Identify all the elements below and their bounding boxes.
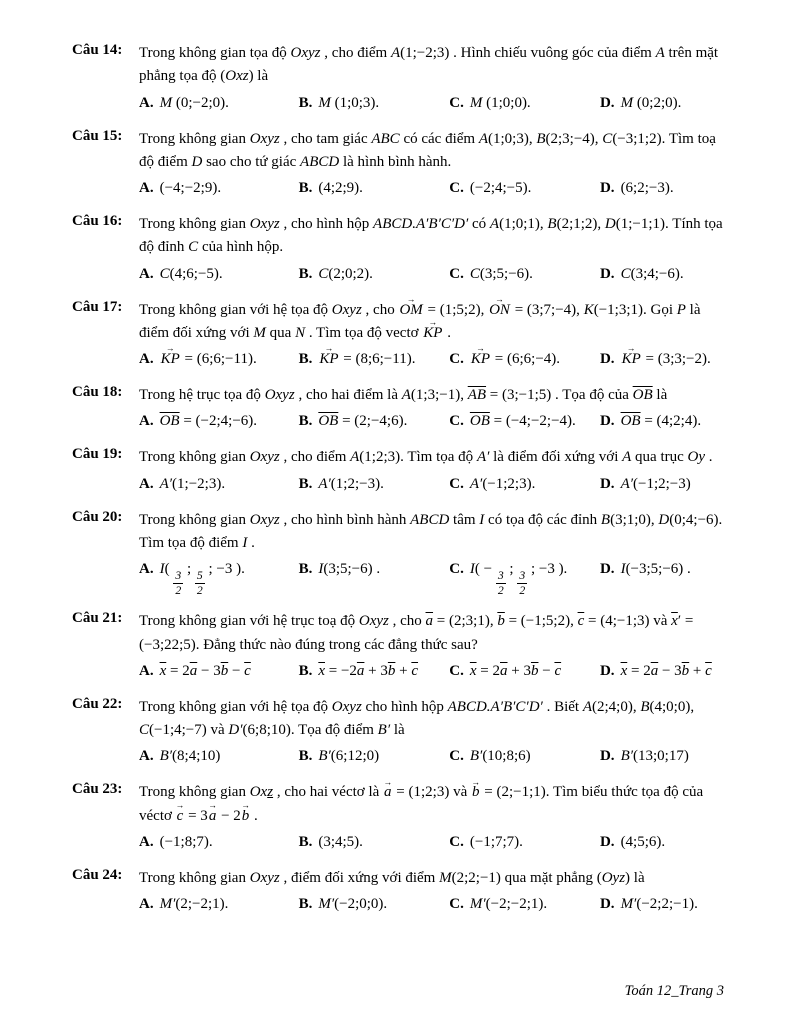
option-text: $\overline{x} = 2\overline{a} + 3\overline{b} - \overline{c}$ bbox=[469, 662, 562, 679]
option-letter: C. bbox=[449, 94, 464, 111]
option-text: (−1;8;7). bbox=[159, 833, 213, 850]
option-letter: B. bbox=[298, 180, 313, 196]
question-number: Câu 20: bbox=[72, 508, 123, 525]
answer-option bbox=[139, 830, 299, 854]
options-row bbox=[139, 892, 730, 916]
option-text: M (0;2;0). bbox=[620, 94, 682, 111]
options-row bbox=[139, 409, 730, 433]
option-text: A′(−1;2;3). bbox=[469, 475, 536, 492]
option-letter: C. bbox=[449, 475, 464, 492]
option-letter: C. bbox=[449, 413, 464, 430]
option-letter: C. bbox=[449, 662, 464, 679]
question-number: Câu 17: bbox=[72, 298, 123, 315]
answer-option bbox=[449, 347, 600, 371]
option-text: C(2;0;2). bbox=[318, 265, 373, 282]
option-text: $\overline{x} = -2\overline{a} + 3\overline{b} + \overline{c}$ bbox=[318, 662, 419, 679]
option-text: (3;4;5). bbox=[318, 833, 363, 850]
answer-option bbox=[600, 830, 730, 854]
answer-option bbox=[299, 91, 450, 115]
option-letter: A. bbox=[139, 94, 154, 111]
answer-option bbox=[299, 176, 450, 200]
answer-option bbox=[600, 557, 730, 581]
option-letter: B. bbox=[298, 833, 313, 850]
option-text: (4;5;6). bbox=[620, 833, 666, 850]
question-stem: Trong không gian Oxz , cho hai véctơ là → a = (1;2;3) và → b = (2;−1;1). Tìm biểu thức tọa độ của véctơ → c = 3→ a − 2→ b . bbox=[139, 781, 730, 828]
question bbox=[72, 610, 730, 683]
option-text: C(3;5;−6). bbox=[469, 265, 533, 282]
option-text: $\overline{OB}$ = (4;2;4). bbox=[620, 413, 702, 430]
question-number: Câu 22: bbox=[72, 695, 123, 712]
option-text: $\overline{OB}$ = (−4;−2;−4). bbox=[469, 413, 576, 430]
answer-option bbox=[449, 892, 600, 916]
answer-option bbox=[449, 409, 600, 433]
answer-option bbox=[299, 659, 450, 683]
option-text: I( $\frac{3}{2}$ ; $\frac{5}{2}$ ; −3 ). bbox=[159, 561, 245, 597]
answer-option bbox=[600, 659, 730, 683]
option-letter: C. bbox=[449, 351, 464, 367]
option-text: → KP = (6;6;−11). bbox=[160, 351, 257, 367]
option-letter: A. bbox=[139, 413, 154, 430]
option-letter: A. bbox=[139, 896, 154, 913]
options-row bbox=[139, 557, 730, 597]
question-body bbox=[139, 446, 730, 495]
answer-option bbox=[449, 557, 600, 597]
option-letter: D. bbox=[599, 413, 615, 430]
answer-option bbox=[449, 472, 600, 496]
option-text: B′(10;8;6) bbox=[469, 748, 531, 765]
question-body bbox=[139, 384, 730, 433]
answer-option bbox=[299, 744, 450, 768]
question bbox=[72, 299, 730, 372]
option-text: A′(−1;2;−3) bbox=[620, 475, 691, 492]
option-text: M′(2;−2;1). bbox=[159, 896, 229, 913]
option-letter: A. bbox=[139, 662, 154, 679]
answer-option bbox=[449, 659, 600, 683]
options-row bbox=[139, 472, 730, 496]
option-text: C(3;4;−6). bbox=[620, 265, 684, 282]
answer-option bbox=[139, 744, 299, 768]
answer-option bbox=[139, 409, 299, 433]
question bbox=[72, 867, 730, 916]
option-letter: B. bbox=[298, 748, 313, 765]
question-body bbox=[139, 867, 730, 916]
question-list bbox=[72, 42, 730, 916]
option-letter: D. bbox=[599, 265, 615, 282]
option-text: M (0;−2;0). bbox=[159, 94, 229, 111]
question-body bbox=[139, 781, 730, 854]
answer-option bbox=[600, 744, 730, 768]
question bbox=[72, 781, 730, 854]
option-letter: D. bbox=[599, 475, 615, 492]
question-body bbox=[139, 42, 730, 115]
option-letter: D. bbox=[599, 833, 615, 850]
question bbox=[72, 128, 730, 201]
option-letter: C. bbox=[449, 265, 464, 282]
answer-option bbox=[299, 409, 450, 433]
option-text: M′(−2;−2;1). bbox=[469, 896, 548, 913]
option-letter: B. bbox=[298, 94, 313, 111]
option-letter: B. bbox=[298, 265, 313, 282]
option-text: M (1;0;0). bbox=[469, 94, 531, 111]
answer-option bbox=[600, 892, 730, 916]
question-body bbox=[139, 299, 730, 372]
answer-option bbox=[600, 472, 730, 496]
answer-option bbox=[449, 91, 600, 115]
option-letter: B. bbox=[298, 475, 313, 492]
option-text: B′(8;4;10) bbox=[159, 748, 221, 765]
options-row bbox=[139, 744, 730, 768]
question-stem: Trong không gian Oxyz , cho hình hộp ABCD.A′B′C′D′ có A(1;0;1), B(2;1;2), D(1;−1;1). Tính tọa độ đỉnh C của hình hộp. bbox=[139, 216, 723, 256]
option-letter: B. bbox=[298, 561, 313, 577]
option-letter: A. bbox=[139, 561, 154, 577]
option-text: M′(−2;0;0). bbox=[318, 896, 388, 913]
option-letter: C. bbox=[449, 748, 464, 765]
answer-option bbox=[139, 892, 299, 916]
option-letter: D. bbox=[599, 351, 615, 367]
question-body bbox=[139, 696, 730, 769]
question-body bbox=[139, 128, 730, 201]
option-letter: B. bbox=[298, 896, 313, 913]
question-number: Câu 15: bbox=[72, 127, 123, 144]
question-stem: Trong không gian với hệ tọa độ Oxyz , cho → OM = (1;5;2), → ON = (3;7;−4), K(−1;3;1). Gọi P là điểm đối xứng với M qua N . Tìm tọa độ vectơ → KP . bbox=[139, 299, 730, 346]
question-number: Câu 16: bbox=[72, 213, 123, 229]
question-number: Câu 24: bbox=[72, 866, 123, 883]
answer-option bbox=[299, 557, 450, 581]
option-letter: A. bbox=[139, 180, 154, 196]
options-row bbox=[139, 91, 730, 115]
question bbox=[72, 446, 730, 495]
question-number: Câu 19: bbox=[72, 446, 123, 463]
option-letter: D. bbox=[599, 561, 615, 577]
option-text: (6;2;−3). bbox=[620, 180, 674, 196]
answer-option bbox=[449, 176, 600, 200]
question-body bbox=[139, 213, 730, 286]
options-row bbox=[139, 830, 730, 854]
option-text: (−4;−2;9). bbox=[159, 180, 222, 196]
question-stem: Trong không gian Oxyz , cho tam giác ABC có các điểm A(1;0;3), B(2;3;−4), C(−3;1;2). Tìm toạ độ điểm D sao cho tứ giác ABCD là hình bình hành. bbox=[139, 130, 716, 170]
answer-option bbox=[600, 262, 730, 286]
option-text: $\overline{OB}$ = (−2;4;−6). bbox=[159, 413, 258, 430]
option-letter: D. bbox=[599, 180, 615, 196]
option-text: B′(6;12;0) bbox=[318, 748, 380, 765]
question-stem: Trong không gian Oxyz , cho điểm A(1;2;3). Tìm tọa độ A′ là điểm đối xứng với A qua trục Oy . bbox=[139, 449, 713, 466]
question bbox=[72, 509, 730, 598]
question bbox=[72, 384, 730, 433]
answer-option bbox=[449, 262, 600, 286]
option-letter: D. bbox=[599, 896, 615, 913]
options-row bbox=[139, 347, 730, 371]
option-letter: B. bbox=[298, 351, 313, 367]
answer-option bbox=[139, 176, 299, 200]
option-text: (4;2;9). bbox=[318, 180, 363, 196]
question-stem: Trong không gian Oxyz , điểm đối xứng với điểm M(2;2;−1) qua mặt phẳng (Oyz) là bbox=[139, 869, 645, 886]
answer-option bbox=[299, 830, 450, 854]
question bbox=[72, 213, 730, 286]
option-letter: A. bbox=[139, 475, 154, 492]
question bbox=[72, 42, 730, 115]
option-letter: A. bbox=[139, 748, 154, 765]
answer-option bbox=[139, 91, 299, 115]
question-body bbox=[139, 610, 730, 683]
option-text: → KP = (3;3;−2). bbox=[621, 351, 711, 367]
option-letter: B. bbox=[298, 413, 313, 430]
option-letter: C. bbox=[449, 896, 464, 913]
option-text: A′(1;−2;3). bbox=[159, 475, 226, 492]
option-letter: D. bbox=[599, 748, 615, 765]
page-footer: Toán 12_Trang 3 bbox=[624, 983, 724, 999]
option-letter: D. bbox=[599, 94, 615, 111]
question-stem: Trong không gian với hệ trục toạ độ Oxyz , cho $\overline{a}$ = (2;3;1), $\overline{b}$ = (−1;5;2), $\overline{c}$ = (4;−1;3) và $\overline{x}'$ = (−3;22;5). Đẳng thức nào đúng trong các đẳng thức sau? bbox=[139, 613, 694, 653]
option-text: → KP = (6;6;−4). bbox=[470, 351, 560, 367]
answer-option bbox=[139, 262, 299, 286]
question-number: Câu 14: bbox=[72, 42, 123, 58]
options-row bbox=[139, 262, 730, 286]
option-letter: C. bbox=[449, 833, 464, 850]
answer-option bbox=[600, 91, 730, 115]
answer-option bbox=[299, 347, 450, 371]
option-text: C(4;6;−5). bbox=[159, 265, 223, 282]
answer-option bbox=[139, 659, 299, 683]
question-stem: Trong hệ trục tọa độ Oxyz , cho hai điểm là A(1;3;−1), $\overline{AB}$ = (3;−1;5) . Tọa độ của $\overline{OB}$ là bbox=[139, 387, 668, 403]
question-stem: Trong không gian với hệ tọa độ Oxyz cho hình hộp ABCD.A′B′C′D′ . Biết A(2;4;0), B(4;0;0), C(−1;4;−7) và D′(6;8;10). Tọa độ điểm B′ là bbox=[139, 698, 695, 739]
answer-option bbox=[139, 557, 299, 597]
question bbox=[72, 696, 730, 769]
answer-option bbox=[449, 744, 600, 768]
answer-option bbox=[299, 472, 450, 496]
answer-option bbox=[139, 472, 299, 496]
option-text: M′(−2;2;−1). bbox=[620, 896, 698, 913]
option-text: $\overline{x} = 2\overline{a} - 3\overline{b} - \overline{c}$ bbox=[159, 662, 251, 679]
option-letter: A. bbox=[139, 351, 154, 367]
answer-option bbox=[139, 347, 299, 371]
option-text: (−1;7;7). bbox=[469, 833, 523, 850]
option-letter: A. bbox=[139, 265, 154, 282]
answer-option bbox=[600, 409, 730, 433]
question-body bbox=[139, 509, 730, 598]
option-letter: B. bbox=[298, 662, 313, 679]
option-text: I(−3;5;−6) . bbox=[620, 561, 691, 577]
option-text: $\overline{x} = 2\overline{a} - 3\overline{b} + \overline{c}$ bbox=[620, 662, 712, 679]
option-text: B′(13;0;17) bbox=[620, 748, 689, 765]
option-text: A′(1;2;−3). bbox=[318, 475, 384, 492]
answer-option bbox=[600, 347, 730, 371]
options-row bbox=[139, 176, 730, 200]
question-stem: Trong không gian tọa độ Oxyz , cho điểm A(1;−2;3) . Hình chiếu vuông góc của điểm A trên mặt phẳng tọa độ (Oxz) là bbox=[139, 45, 719, 85]
question-number: Câu 18: bbox=[72, 384, 123, 400]
option-text: → KP = (8;6;−11). bbox=[318, 351, 415, 367]
answer-option bbox=[299, 892, 450, 916]
option-letter: A. bbox=[139, 833, 154, 850]
question-number: Câu 23: bbox=[72, 781, 123, 798]
option-letter: C. bbox=[449, 180, 464, 196]
option-text: (−2;4;−5). bbox=[469, 180, 532, 196]
option-text: I( − $\frac{3}{2}$ ; $\frac{3}{2}$ ; −3 ). bbox=[469, 561, 568, 597]
option-text: I(3;5;−6) . bbox=[318, 561, 381, 577]
question-number: Câu 21: bbox=[72, 610, 123, 627]
question-stem: Trong không gian Oxyz , cho hình bình hành ABCD tâm I có tọa độ các đỉnh B(3;1;0), D(0;4;−6). Tìm tọa độ điểm I . bbox=[139, 511, 723, 551]
option-text: M (1;0;3). bbox=[318, 94, 380, 111]
answer-option bbox=[299, 262, 450, 286]
option-letter: D. bbox=[599, 662, 615, 679]
option-letter: C. bbox=[449, 561, 464, 577]
options-row bbox=[139, 659, 730, 683]
answer-option bbox=[600, 176, 730, 200]
option-text: $\overline{OB}$ = (2;−4;6). bbox=[318, 413, 408, 430]
answer-option bbox=[449, 830, 600, 854]
